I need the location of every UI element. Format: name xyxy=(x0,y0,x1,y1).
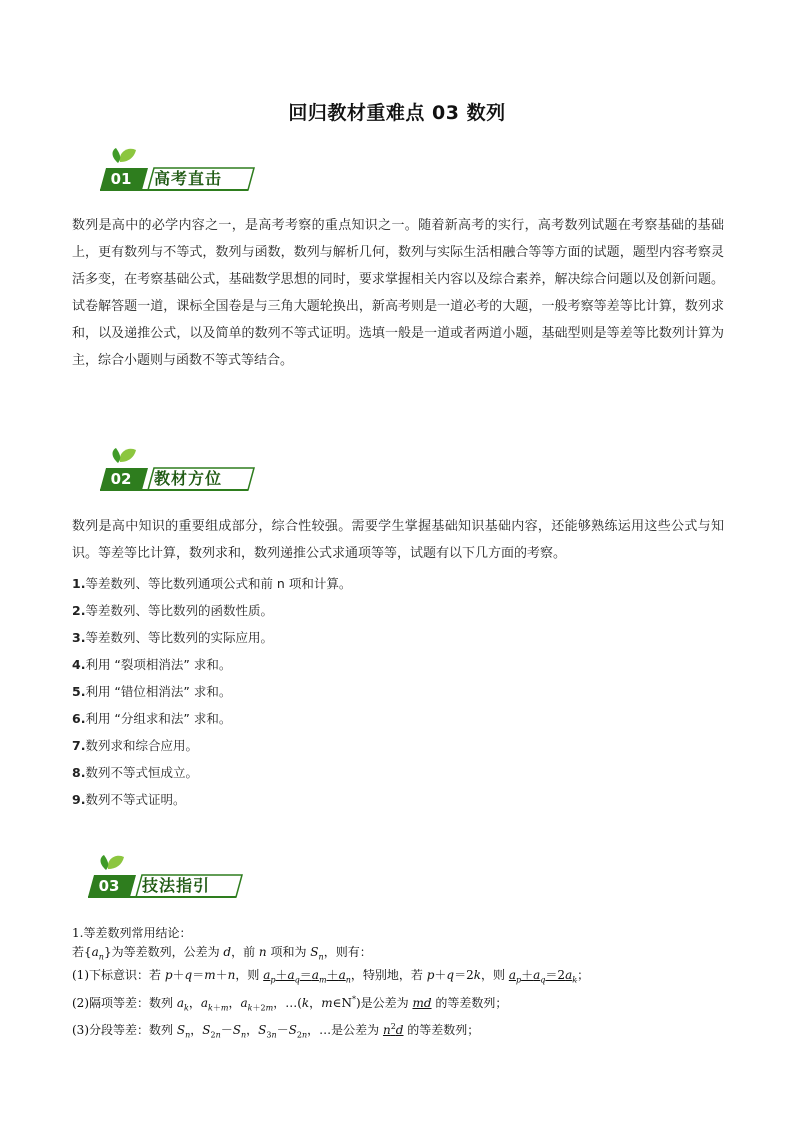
list-item: 6.利用 “分组求和法” 求和。 xyxy=(72,711,232,726)
section2-list xyxy=(72,570,724,813)
leaf-icon xyxy=(113,148,121,163)
list-item: 1.等差数列、等比数列通项公式和前 n 项和计算。 xyxy=(72,576,352,591)
section3-content xyxy=(72,924,732,1045)
section2-intro: 数列是高中知识的重要组成部分，综合性较强。需要学生掌握基础知识基础内容，还能够熟练运用这些公式与知识。等差等比计算，数列求和，数列递推公式求通项等等，试题有以下几方面的考察。 xyxy=(72,519,724,561)
page-title: 回归教材重难点 03 数列 xyxy=(288,102,506,124)
list-item: 4.利用 “裂项相消法” 求和。 xyxy=(72,657,232,672)
section-label: 高考直击 xyxy=(154,169,223,188)
list-item: 7.数列求和综合应用。 xyxy=(72,738,198,753)
leaf-icon xyxy=(108,856,124,869)
leaf-icon xyxy=(101,855,109,870)
formula-line: (2)隔项等差：数列 $a_k$，$a_{k+m}$，$a_{k+2m}$，…(k，m∈N*)是公差为 md 的等差数列； xyxy=(72,994,508,1013)
list-item: 9.数列不等式证明。 xyxy=(72,792,186,807)
section-badge-02 xyxy=(92,450,262,494)
list-item: 2.等差数列、等比数列的函数性质。 xyxy=(72,603,273,618)
leaf-icon xyxy=(113,448,121,463)
leaf-icon xyxy=(120,149,136,162)
section-label: 技法指引 xyxy=(142,876,211,895)
list-item: 8.数列不等式恒成立。 xyxy=(72,765,198,780)
leaf-icon xyxy=(120,449,136,462)
section1-paragraph: 数列是高中的必学内容之一，是高考考察的重点知识之一。随着新高考的实行，高考数列试题在考察基础的基础上，更有数列与不等式，数列与函数，数列与解析几何，数列与实际生活相融合等等方面的试题，题型内容考察灵活多变，在考察基础公式，基础数学思想的同时，要求掌握相关内容以及综合素养，解决综合问题以及创新问题。试卷解答题一道，课标全国卷是与三角大题轮换出，新高考则是一道必考的大题，一般考察等差等比计算，数列求和，以及递推公式，以及简单的数列不等式证明。选填一般是一道或者两道小题，基础型则是等差等比数列计算为主，综合小题则与函数不等式等结合。 xyxy=(72,218,724,368)
section-number: 01 xyxy=(110,170,132,188)
formula-line: (1)下标意识：若 p＋q＝m＋n，则 $a_p+a_q=a_m+a_n$，特别地，若 p＋q＝2k，则 $a_p+a_q=2a_k$； xyxy=(72,968,590,985)
formula-line: (3)分段等差：数列 $S_n$，$S_{2n}-S_n$，$S_{3n}-S_{2n}$，…是公差为 $n^2d$ 的等差数列； xyxy=(72,1022,480,1040)
section-number: 02 xyxy=(110,470,132,488)
section-number: 03 xyxy=(98,877,120,895)
section-badge-01 xyxy=(92,150,262,194)
list-item: 5.利用 “错位相消法” 求和。 xyxy=(72,684,232,699)
section-badge-03 xyxy=(80,857,250,901)
section-label: 教材方位 xyxy=(154,469,223,488)
formula-line: 1.等差数列常用结论： xyxy=(72,926,192,940)
formula-line: 若$\{a_n\}$为等差数列，公差为 d，前 n 项和为 $S_n$，则有： xyxy=(72,945,372,962)
list-item: 3.等差数列、等比数列的实际应用。 xyxy=(72,630,273,645)
